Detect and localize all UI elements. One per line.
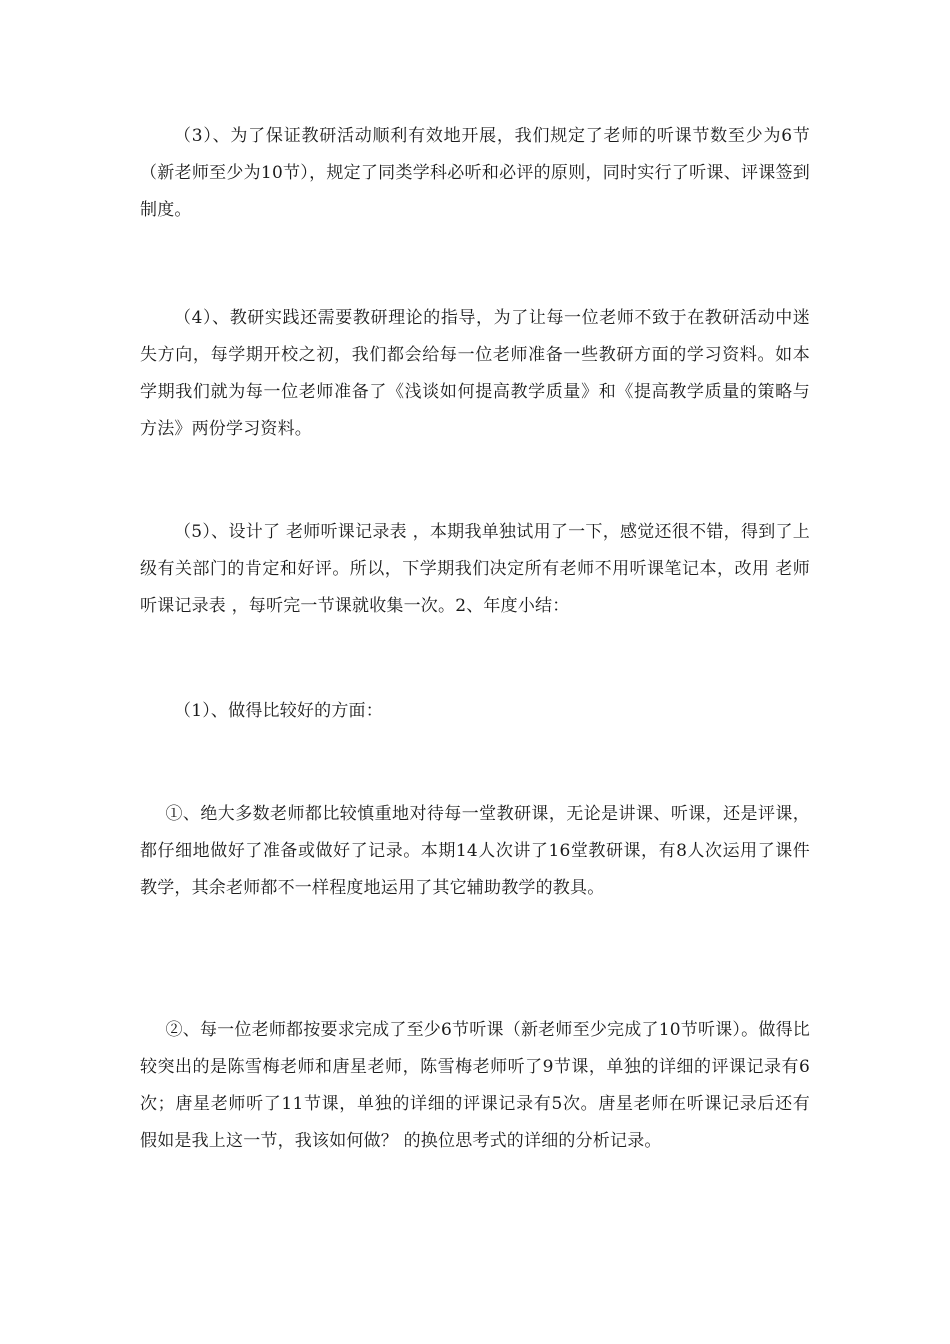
paragraph-good-aspects-heading: （1）、做得比较好的方面： [174, 701, 383, 721]
paragraph-study-materials: （4）、教研实践还需要教研理论的指导，为了让每一位老师不致于在教研活动中迷失方向，每学期开校之初，我们都会给每一位老师准备一些教研方面的学习资料。如本学期我们就为每一位老师准备了《浅谈如何提高教学质量》和《提高教学质量的策略与方法》两份学习资料。 [140, 308, 810, 439]
paragraph-listening-completion: ②、每一位老师都按要求完成了至少6节听课（新老师至少完成了10节听课）。做得比较突出的是陈雪梅老师和唐星老师，陈雪梅老师听了9节课，单独的详细的评课记录有6次；唐星老师听了11节课，单独的详细的评课记录有5次。唐星老师在听课记录后还有 假如是我上这一节，我该如何做？ 的换位思考式的详细的分析记录。 [140, 1020, 810, 1151]
paragraph-research-lessons: ①、绝大多数老师都比较慎重地对待每一堂教研课，无论是讲课、听课，还是评课，都仔细地做好了准备或做好了记录。本期14人次讲了16堂教研课，有8人次运用了课件教学，其余老师都不一样程度地运用了其它辅助教学的教具。 [140, 804, 810, 898]
paragraph-listening-requirements: （3）、为了保证教研活动顺利有效地开展，我们规定了老师的听课节数至少为6节（新老师至少为10节），规定了同类学科必听和必评的原则，同时实行了听课、评课签到制度。 [140, 126, 810, 220]
paragraph-listening-record-form: （5）、设计了 老师听课记录表 ，本期我单独试用了一下，感觉还很不错，得到了上级有关部门的肯定和好评。所以，下学期我们决定所有老师不用听课笔记本，改用 老师听课记录表 ，每听完一节课就收集一次。2、年度小结： [140, 522, 810, 616]
